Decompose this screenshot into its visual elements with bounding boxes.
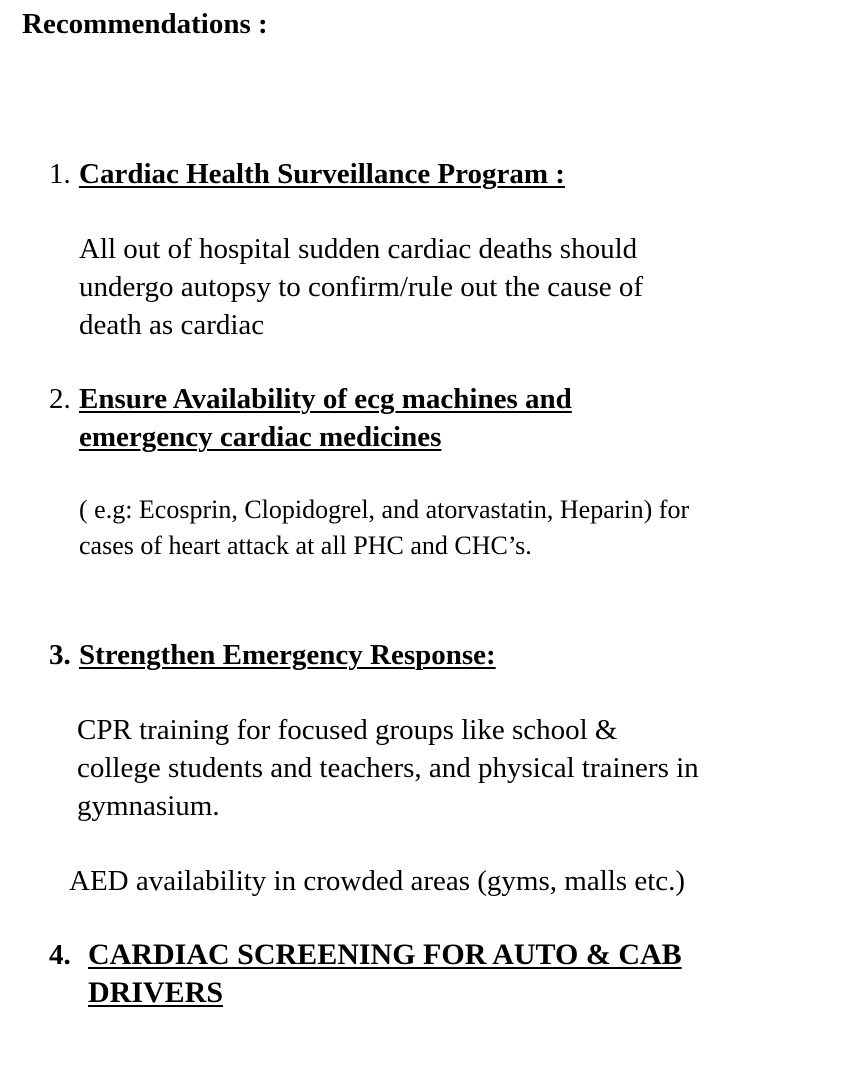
item-body-3-paragraph-2 — [69, 862, 685, 900]
item-body-3-line-2: college students and teachers, and physical trainers in — [77, 752, 699, 784]
item-title-2-line-2: emergency cardiac medicines — [79, 421, 442, 453]
item-title-3 — [79, 636, 496, 674]
item-body-1-line-2: undergo autopsy to confirm/rule out the cause of — [79, 271, 644, 303]
page-heading: Recommendations : — [22, 8, 268, 40]
item-body-2 — [79, 492, 689, 564]
item-title-4-line-1: CARDIAC SCREENING FOR AUTO & CAB — [88, 938, 682, 971]
item-number-3: 3. — [49, 639, 71, 671]
item-title-4-line-2: DRIVERS — [88, 976, 224, 1009]
item-body-1 — [79, 230, 643, 344]
item-title-3-line-1: Strengthen Emergency Response: — [79, 639, 496, 671]
item-title-2-line-1: Ensure Availability of ecg machines and — [79, 383, 572, 415]
item-body-3-line-4: AED availability in crowded areas (gyms, malls etc.) — [69, 865, 686, 897]
item-body-3-paragraph-1 — [77, 711, 699, 825]
item-title-4 — [88, 936, 682, 1012]
item-title-1 — [79, 155, 565, 193]
item-body-3-line-1: CPR training for focused groups like school & — [77, 714, 618, 746]
item-body-1-line-1: All out of hospital sudden cardiac deaths should — [79, 233, 638, 265]
item-title-1-line-1: Cardiac Health Surveillance Program : — [79, 158, 565, 190]
item-body-2-line-2: cases of heart attack at all PHC and CHC’s. — [79, 531, 532, 560]
item-title-2 — [79, 380, 572, 456]
item-body-3-line-3: gymnasium. — [77, 790, 220, 822]
item-number-2: 2. — [49, 383, 71, 415]
item-number-1: 1. — [49, 158, 71, 190]
item-number-4: 4. — [49, 939, 71, 971]
item-body-1-line-3: death as cardiac — [79, 309, 265, 341]
item-body-2-line-1: ( e.g: Ecosprin, Clopidogrel, and atorvastatin, Heparin) for — [79, 495, 690, 524]
